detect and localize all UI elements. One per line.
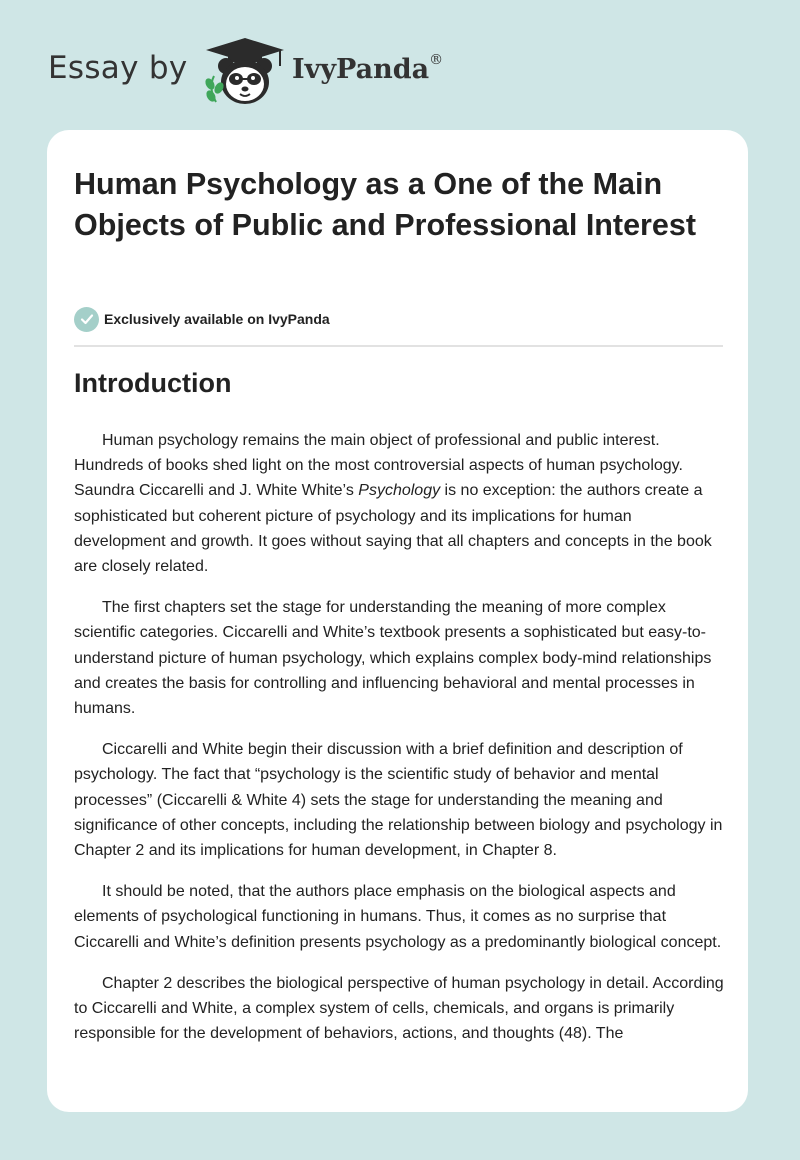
panda-graduate-logo-icon[interactable] [200, 36, 290, 108]
essay-title: Human Psychology as a One of the Main Objects of Public and Professional Interest [74, 167, 697, 242]
brand-name[interactable] [292, 54, 443, 85]
section-heading-introduction: Introduction [74, 368, 232, 398]
paragraph-1 [74, 428, 724, 579]
exclusive-badge [74, 306, 330, 332]
paragraph-4: It should be noted, that the authors place emphasis on the biological aspects and elements of psychological functioning in humans. Thus, it comes as no surprise that Ciccarelli and White’s definition presents psychology as a predominantly biological concept. [74, 883, 722, 951]
paragraph-5: Chapter 2 describes the biological perspective of human psychology in detail. According to Ciccarelli and White, a complex system of cells, chemicals, and organs is primarily responsible for the development of behaviors, actions, and thoughts (48). The [74, 974, 724, 1043]
book-title-emphasis: Psychology [358, 482, 441, 500]
paragraph-3: Ciccarelli and White begin their discussion with a brief definition and description of psychology. The fact that “psychology is the scientific study of behavior and mental processes” (Ciccarelli & White 4) sets the stage for understanding the meaning and significance of other concepts, including the relationship between biology and psychology in Chapter 2 and its implications for human development, in Chapter 8. [74, 741, 723, 860]
paragraph-1-part-a: Human psychology remains the main object of professional and public interest. Hundreds of books shed light on the most controversial aspects of human psychology. Saundra Ciccarelli and J. White White’s [74, 432, 683, 500]
brand-text: IvyPanda [292, 54, 430, 85]
title-divider [74, 345, 723, 347]
site-header [0, 0, 800, 130]
exclusive-badge-label: Exclusively available on IvyPanda [104, 311, 330, 327]
check-circle-icon [74, 307, 99, 332]
paragraph-2: The first chapters set the stage for understanding the meaning of more complex scientific categories. Ciccarelli and White’s textbook presents a sophisticated but easy-to-understand picture of human psychology, which explains complex body-mind relationships and creates the basis for controlling and influencing behavioral and mental processes in humans. [74, 599, 712, 718]
essay-card [47, 130, 748, 1112]
paragraph-1-part-b: is no exception: the authors create a sophisticated but coherent picture of psychology and its implications for human development and growth. It goes without saying that all chapters and concepts in the book are closely related. [74, 482, 712, 576]
registered-mark: ® [429, 52, 444, 68]
essay-by-label: Essay by [48, 50, 188, 86]
essay-body [74, 428, 724, 1062]
